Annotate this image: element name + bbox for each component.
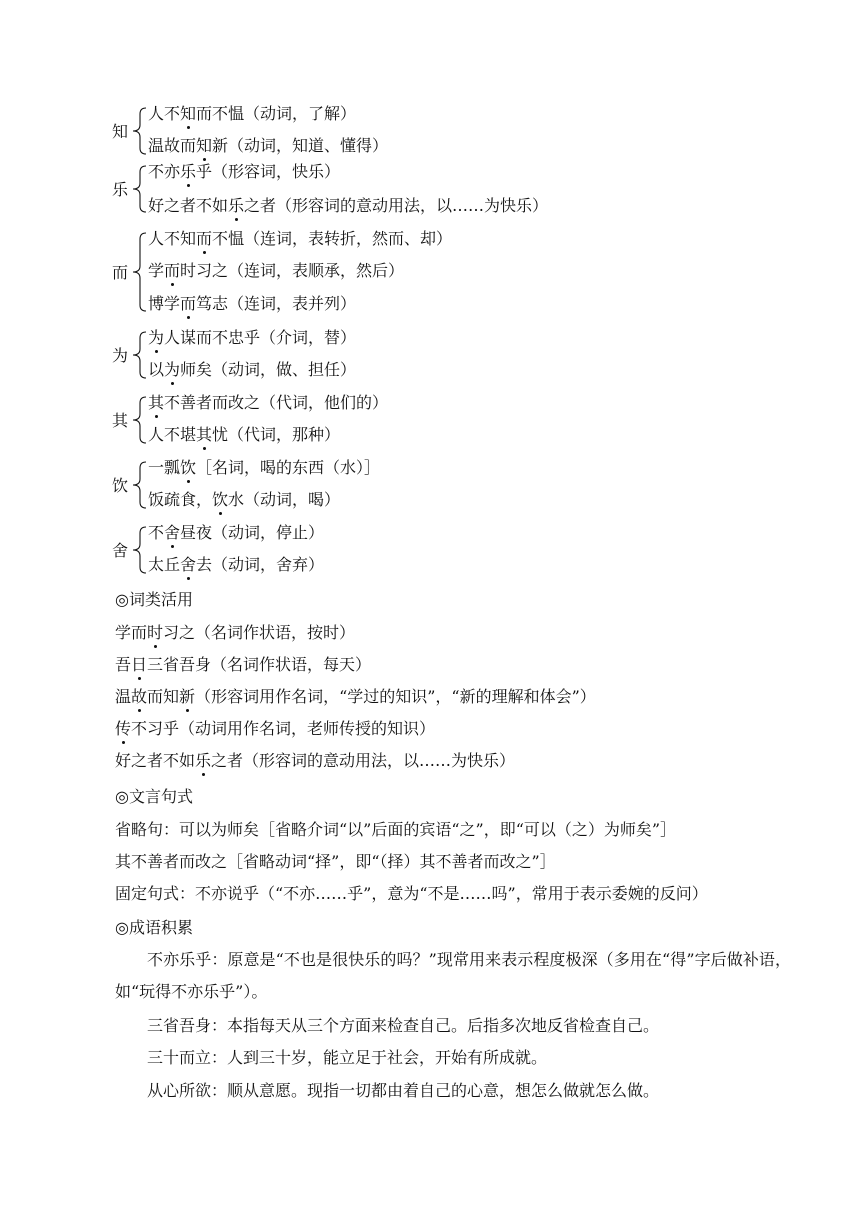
list-item: 以为师矣（动词，做、担任） [148,360,357,379]
list-item: 为人谋而不忠乎（介词，替） [148,328,357,347]
list-item: 学而时习之（连词，表顺承，然后） [148,261,405,280]
list-item: 传不习乎（动词用作名词，老师传授的知识） [115,719,436,738]
brace-icon [131,460,147,510]
group-head: 舍 [112,541,129,560]
list-item: 温故而知新（形容词用作名词，“学过的知识”，“新的理解和体会”） [115,687,596,706]
idiom-paragraph: 不亦乐乎：原意是“不也是很快乐的吗？”现常用来表示程度极深（多用在“得”字后做补语，如“玩得不亦乐乎”）。 [115,950,791,1001]
list-item: 学而时习之（名词作状语，按时） [115,623,356,642]
section-heading-sentence-patterns: ◎文言句式 [115,787,193,806]
brace-icon [131,106,147,156]
brace-icon [131,395,147,445]
list-item: 人不知而不愠（动词，了解） [148,104,357,123]
group-head: 其 [112,411,129,430]
list-item: 好之者不如乐之者（形容词的意动用法，以……为快乐） [115,751,516,770]
group-head: 知 [112,122,129,141]
idiom-paragraph: 三省吾身：本指每天从三个方面来检查自己。后指多次地反省检查自己。 [147,1016,660,1035]
list-item: 好之者不如乐之者（形容词的意动用法，以……为快乐） [148,196,549,215]
list-item: 温故而知新（动词，知道、懂得） [148,136,389,155]
list-item: 饭疏食，饮水（动词，喝） [148,490,341,509]
list-item: 人不堪其忧（代词，那种） [148,425,341,444]
idiom-paragraph: 三十而立：人到三十岁，能立足于社会，开始有所成就。 [147,1048,548,1067]
idiom-paragraph: 从心所欲：顺从意愿。现指一切都由着自己的心意，想怎么做就怎么做。 [147,1081,660,1100]
list-item: 吾日三省吾身（名词作状语，每天） [115,655,372,674]
list-item: 不亦乐乎（形容词，快乐） [148,162,341,181]
list-item: 固定句式：不亦说乎（“不亦……乎”，意为“不是……吗”，常用于表示委婉的反问） [115,884,708,903]
list-item: 一瓢饮［名词，喝的东西（水）］ [148,458,381,477]
list-item: 人不知而不愠（连词，表转折，然而、却） [148,229,453,248]
brace-icon [131,164,147,214]
group-head: 乐 [112,180,129,199]
section-heading-idioms: ◎成语积累 [115,918,193,937]
group-head: 饮 [112,476,129,495]
list-item: 其不善者而改之［省略动词“择”，即“（择）其不善者而改之”］ [115,852,556,871]
list-item: 其不善者而改之（代词，他们的） [148,393,389,412]
list-item: 太丘舍去（动词，舍弃） [148,555,325,574]
brace-icon [131,231,147,313]
list-item: 博学而笃志（连词，表并列） [148,294,357,313]
brace-icon [131,525,147,575]
group-head: 为 [112,346,129,365]
brace-icon [131,330,147,380]
list-item: 不舍昼夜（动词，停止） [148,523,325,542]
group-head: 而 [112,263,129,282]
section-heading-word-class: ◎词类活用 [115,590,193,609]
list-item: 省略句：可以为师矣［省略介词“以”后面的宾语“之”，即“可以（之）为师矣”］ [115,820,677,839]
